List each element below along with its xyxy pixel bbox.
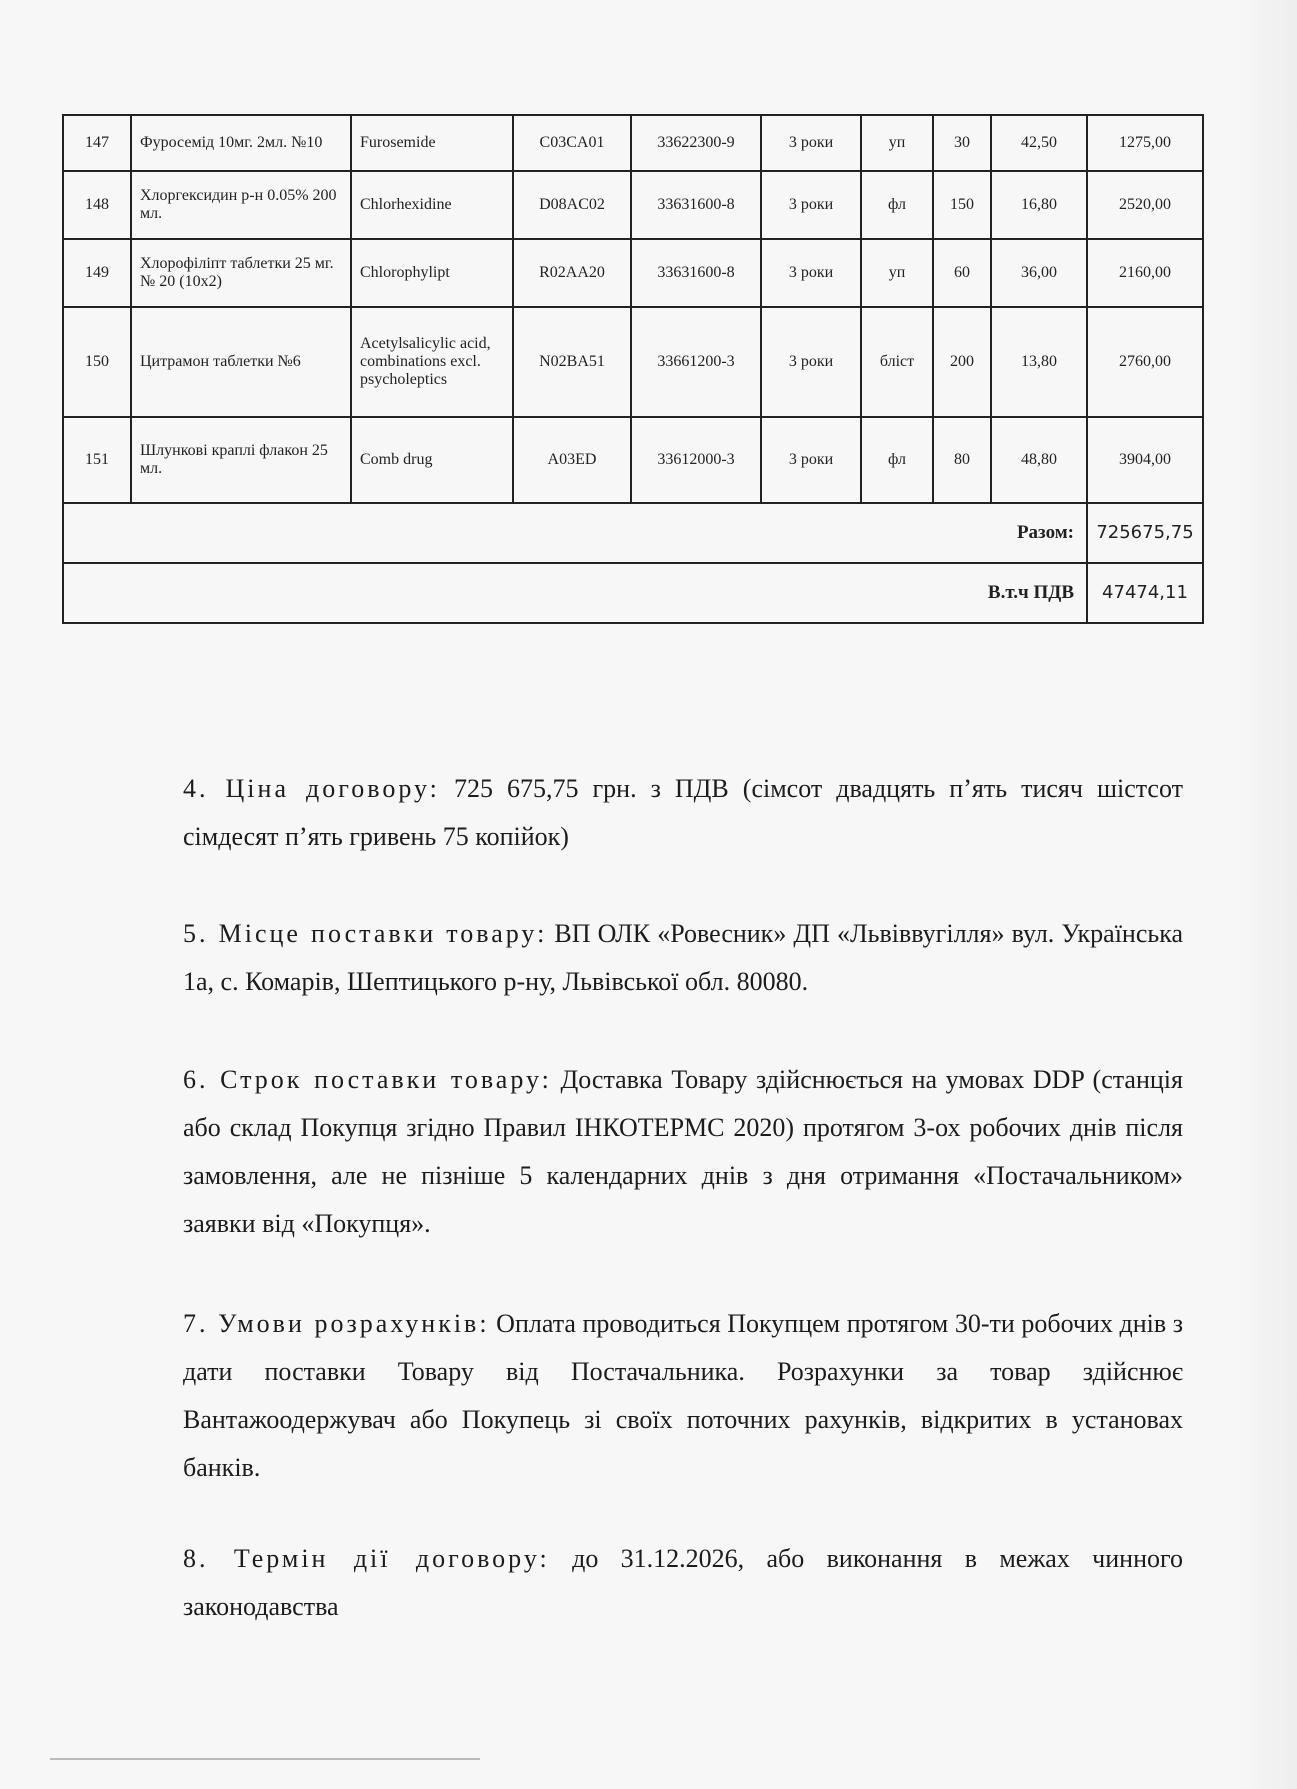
cell-product-name: Цитрамон таблетки №6 <box>131 307 351 417</box>
cell-atc-code: D08AC02 <box>513 171 631 239</box>
cell-inn: Chlorophylipt <box>351 239 513 307</box>
cell-price: 36,00 <box>991 239 1087 307</box>
cell-unit: фл <box>861 171 933 239</box>
section-lead: 7. Умови розрахунків: <box>183 1309 490 1338</box>
cell-product-name: Фуросемід 10мг. 2мл. №10 <box>131 115 351 171</box>
section-text: 725 675,75 грн. з ПДВ (сімсот двадцять п’ять тисяч шістсот сімдесят п’ять гривень 75 копійок) <box>183 774 1183 851</box>
cell-dk-code: 33631600-8 <box>631 239 761 307</box>
section-text: Оплата проводиться Покупцем протягом 30-ти робочих днів з дати поставки Товару від Постачальника. Розрахунки за товар здійснює Вантажоодержувач або Покупець зі своїх поточних рахунків, відкритих в установах банків. <box>183 1309 1184 1482</box>
cell-number: 151 <box>63 417 131 503</box>
cell-quantity: 60 <box>933 239 991 307</box>
vat-row <box>63 563 1203 623</box>
cell-shelf-life: 3 роки <box>761 417 861 503</box>
section-lead: 4. Ціна договору: <box>183 774 440 803</box>
cell-inn: Acetylsalicylic acid, combinations excl. psycholeptics <box>351 307 513 417</box>
section-lead: 5. Місце поставки товару: <box>183 919 548 948</box>
cell-inn: Chlorhexidine <box>351 171 513 239</box>
section-delivery-term <box>183 1056 1183 1248</box>
medicines-table <box>62 114 1204 624</box>
total-row <box>63 503 1203 563</box>
section-payment-terms <box>183 1300 1183 1492</box>
cell-atc-code: C03CA01 <box>513 115 631 171</box>
cell-quantity: 30 <box>933 115 991 171</box>
cell-price: 42,50 <box>991 115 1087 171</box>
vat-value: 47474,11 <box>1087 563 1203 623</box>
page-edge-shadow <box>1237 0 1297 1789</box>
cell-dk-code: 33612000-3 <box>631 417 761 503</box>
cell-sum: 2760,00 <box>1087 307 1203 417</box>
section-contract-term <box>183 1535 1183 1631</box>
total-label: Разом: <box>63 503 1087 563</box>
cell-atc-code: R02AA20 <box>513 239 631 307</box>
cell-unit: уп <box>861 115 933 171</box>
cell-sum: 2520,00 <box>1087 171 1203 239</box>
cell-product-name: Шлункові краплі флакон 25 мл. <box>131 417 351 503</box>
cell-number: 147 <box>63 115 131 171</box>
cell-price: 13,80 <box>991 307 1087 417</box>
cell-atc-code: N02BA51 <box>513 307 631 417</box>
table-row <box>63 115 1203 171</box>
cell-unit: бліст <box>861 307 933 417</box>
cell-atc-code: A03ED <box>513 417 631 503</box>
cell-dk-code: 33622300-9 <box>631 115 761 171</box>
cell-number: 149 <box>63 239 131 307</box>
section-text: Доставка Товару здійснюється на умовах DDP (станція або склад Покупця згідно Правил ІНКОТЕРМС 2020) протягом 3-ох робочих днів після замовлення, але не пізніше 5 календарних днів з дня отримання «Постачальником» заявки від «Покупця». <box>183 1065 1183 1238</box>
cell-dk-code: 33631600-8 <box>631 171 761 239</box>
section-text: до 31.12.2026, або виконання в межах чинного законодавства <box>183 1544 1184 1621</box>
cell-product-name: Хлоргексидин р-н 0.05% 200 мл. <box>131 171 351 239</box>
cell-inn: Furosemide <box>351 115 513 171</box>
cell-shelf-life: 3 роки <box>761 307 861 417</box>
cell-shelf-life: 3 роки <box>761 115 861 171</box>
table-row <box>63 171 1203 239</box>
cell-number: 150 <box>63 307 131 417</box>
table-row <box>63 307 1203 417</box>
cell-quantity: 200 <box>933 307 991 417</box>
cell-dk-code: 33661200-3 <box>631 307 761 417</box>
cell-quantity: 80 <box>933 417 991 503</box>
cell-number: 148 <box>63 171 131 239</box>
cell-product-name: Хлорофіліпт таблетки 25 мг. № 20 (10х2) <box>131 239 351 307</box>
cell-shelf-life: 3 роки <box>761 171 861 239</box>
cell-shelf-life: 3 роки <box>761 239 861 307</box>
cell-sum: 2160,00 <box>1087 239 1203 307</box>
table-row <box>63 239 1203 307</box>
section-price <box>183 765 1183 861</box>
cell-unit: уп <box>861 239 933 307</box>
table-row <box>63 417 1203 503</box>
section-delivery-place <box>183 910 1183 1006</box>
total-value: 725675,75 <box>1087 503 1203 563</box>
vat-label: В.т.ч ПДВ <box>63 563 1087 623</box>
section-lead: 6. Строк поставки товару: <box>183 1065 552 1094</box>
cell-unit: фл <box>861 417 933 503</box>
cell-quantity: 150 <box>933 171 991 239</box>
bottom-divider <box>50 1758 480 1760</box>
cell-sum: 3904,00 <box>1087 417 1203 503</box>
cell-price: 16,80 <box>991 171 1087 239</box>
cell-price: 48,80 <box>991 417 1087 503</box>
cell-sum: 1275,00 <box>1087 115 1203 171</box>
section-text: ВП ОЛК «Ровесник» ДП «Львіввугілля» вул. Українська 1а, с. Комарів, Шептицького р-ну, Львівської обл. 80080. <box>183 919 1184 996</box>
cell-inn: Comb drug <box>351 417 513 503</box>
section-lead: 8. Термін дії договору: <box>183 1544 550 1573</box>
